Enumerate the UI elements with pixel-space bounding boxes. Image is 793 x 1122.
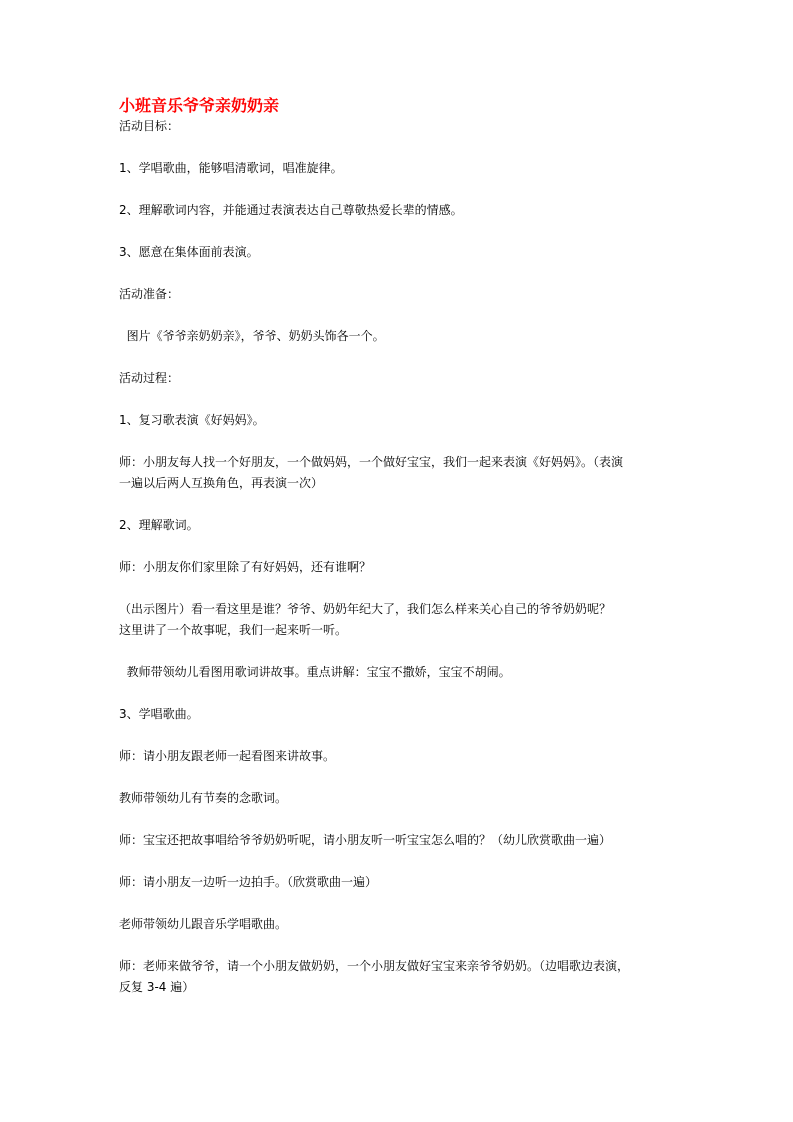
teacher-line-3: 师：请小朋友跟老师一起看图来讲故事。 bbox=[119, 749, 336, 763]
teacher-line-1b: 一遍以后两人互换角色，再表演一次） bbox=[119, 476, 324, 490]
section-heading-goals: 活动目标： bbox=[119, 119, 180, 133]
document-content bbox=[119, 96, 679, 998]
teacher-line-6b: 反复 3-4 遍） bbox=[119, 980, 195, 994]
teacher-line-4: 师：宝宝还把故事唱给爷爷奶奶听呢，请小朋友听一听宝宝怎么唱的？（幼儿欣赏歌曲一遍） bbox=[119, 833, 612, 847]
picture-line-a: （出示图片）看一看这里是谁？爷爷、奶奶年纪大了，我们怎么样来关心自己的爷爷奶奶呢？ bbox=[119, 602, 612, 616]
process-step-3: 3、学唱歌曲。 bbox=[119, 707, 199, 721]
goal-item-3: 3、愿意在集体面前表演。 bbox=[119, 245, 259, 259]
teacher-line-5: 师：请小朋友一边听一边拍手。（欣赏歌曲一遍） bbox=[119, 875, 378, 889]
teacher-lead-rhythm: 教师带领幼儿有节奏的念歌词。 bbox=[119, 791, 288, 805]
teacher-lead-singing: 老师带领幼儿跟音乐学唱歌曲。 bbox=[119, 917, 288, 931]
document-title: 小班音乐爷爷亲奶奶亲 bbox=[119, 96, 280, 115]
process-step-1: 1、复习歌表演《好妈妈》。 bbox=[119, 413, 265, 427]
process-step-2: 2、理解歌词。 bbox=[119, 518, 199, 532]
teacher-line-6a: 师：老师来做爷爷，请一个小朋友做奶奶，一个小朋友做好宝宝来亲爷爷奶奶。（边唱歌边表演， bbox=[119, 959, 630, 973]
goal-item-1: 1、学唱歌曲，能够唱清歌词，唱准旋律。 bbox=[119, 161, 343, 175]
preparation-text: 图片《爷爷亲奶奶亲》，爷爷、奶奶头饰各一个。 bbox=[119, 329, 385, 343]
goal-item-2: 2、理解歌词内容，并能通过表演表达自己尊敬热爱长辈的情感。 bbox=[119, 203, 463, 217]
section-heading-preparation: 活动准备： bbox=[119, 287, 180, 301]
teacher-line-2: 师：小朋友你们家里除了有好妈妈，还有谁啊？ bbox=[119, 560, 372, 574]
teacher-lead-story: 教师带领幼儿看图用歌词讲故事。重点讲解：宝宝不撒娇，宝宝不胡闹。 bbox=[119, 665, 511, 679]
teacher-line-1a: 师：小朋友每人找一个好朋友，一个做妈妈，一个做好宝宝，我们一起来表演《好妈妈》。（表演 bbox=[119, 455, 624, 469]
picture-line-b: 这里讲了一个故事呢，我们一起来听一听。 bbox=[119, 623, 348, 637]
section-heading-process: 活动过程： bbox=[119, 371, 180, 385]
